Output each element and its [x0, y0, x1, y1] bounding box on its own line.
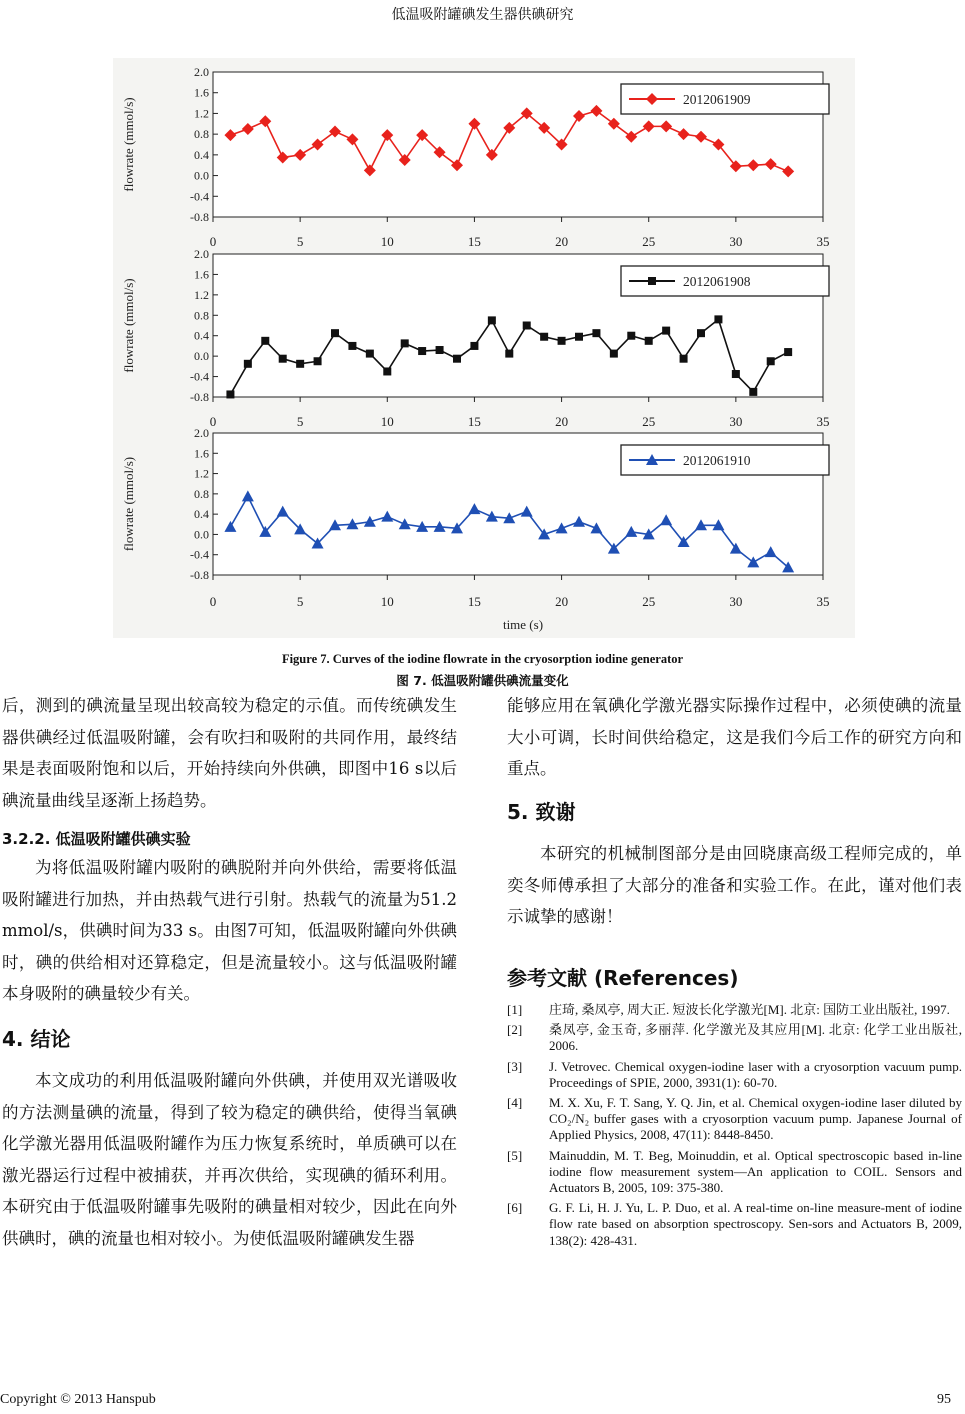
y-tick-label: 0.8 [194, 127, 209, 142]
y-tick-label: -0.4 [190, 369, 209, 384]
y-tick-label: 0.0 [194, 349, 209, 364]
reference-text: Mainuddin, M. T. Beg, Moinuddin, et al. Optical spectroscopic based in-line iodine flow measurement system—An application to COIL. Sensors and Actuators B, 2005, 109: 375-380. [549, 1147, 962, 1196]
data-point [383, 367, 391, 375]
x-tick-label: 15 [467, 234, 481, 249]
x-tick-label: 25 [642, 594, 656, 609]
data-point [680, 355, 688, 363]
paragraph: 本研究的机械制图部分是由回晓康高级工程师完成的，单奕冬师傅承担了大部分的准备和实验工作。在此，谨对他们表示诚挚的感谢！ [507, 844, 962, 926]
data-point [558, 337, 566, 345]
figure-7-charts [113, 58, 855, 638]
y-tick-label: 1.6 [194, 267, 209, 282]
paragraph: 为将低温吸附罐内吸附的碘脱附并向外供给，需要将低温吸附罐进行加热，并由热载气进行引射。热载气的流量为51.2 mmol/s，供碘时间为33 s。由图7可知，低温吸附罐向外供碘时，碘的供给相对还算稳定，但是流量较小。这与低温吸附罐本身吸附的碘量较少有关。 [2, 858, 457, 1003]
x-tick-label: 5 [296, 414, 304, 429]
x-axis-label: time (s) [502, 617, 544, 632]
x-tick-label: 20 [555, 234, 569, 249]
y-tick-label: 1.2 [194, 287, 209, 302]
section-title-acknowledgement: 5. 致谢 [507, 799, 576, 824]
data-point [226, 390, 234, 398]
references-title: 参考文献 (References) [507, 965, 739, 990]
reference-text: 庄琦, 桑凤亭, 周大正. 短波长化学激光[M]. 北京: 国防工业出版社, 1997. [549, 1002, 950, 1017]
data-point [767, 357, 775, 365]
y-tick-label: -0.4 [190, 547, 209, 562]
y-tick-label: 2.0 [194, 247, 209, 261]
y-tick-label: 0.4 [194, 507, 209, 522]
y-tick-label: 1.2 [194, 106, 209, 121]
data-point [436, 346, 444, 354]
data-point [540, 333, 548, 341]
reference-number: [1] [507, 1002, 523, 1017]
reference-number: [6] [507, 1200, 523, 1216]
data-point [348, 342, 356, 350]
right-column [507, 690, 962, 1253]
reference-item [507, 1002, 962, 1018]
y-tick-label: 0.8 [194, 308, 209, 323]
data-point [575, 333, 583, 341]
x-tick-label: 15 [467, 594, 481, 609]
y-axis-label: flowrate (mmol/s) [121, 456, 136, 552]
reference-text: 桑凤亭, 金玉奇, 多丽萍. 化学激光及其应用[M]. 北京: 化学工业出版社, 2006. [549, 1022, 962, 1054]
y-tick-label: -0.8 [190, 568, 209, 582]
y-tick-label: 0.4 [194, 328, 209, 343]
reference-text: G. F. Li, H. J. Yu, L. P. Duo, et al. A real-time on-line measure-ment of iodine flow rate based on absorption spectroscopy. Sen-sors and Actuators B, 2009, 138(2): 428-431. [549, 1200, 962, 1248]
data-point [261, 337, 269, 345]
data-point [732, 370, 740, 378]
x-tick-label: 0 [209, 414, 217, 429]
data-point [244, 360, 252, 368]
copyright: Copyright © 2013 Hanspub [0, 1392, 156, 1407]
x-tick-label: 5 [296, 594, 304, 609]
data-point [749, 388, 757, 396]
data-point [366, 350, 374, 358]
y-axis-label: flowrate (mmol/s) [121, 278, 136, 373]
y-tick-label: 0.4 [194, 147, 209, 162]
figure-caption-en: Figure 7. Curves of the iodine flowrate in the cryosorption iodine generator [281, 652, 684, 666]
x-tick-label: 30 [729, 234, 743, 249]
x-tick-label: 10 [380, 594, 394, 609]
data-point [314, 357, 322, 365]
x-tick-label: 25 [642, 414, 656, 429]
data-point [331, 329, 339, 337]
data-point [418, 347, 426, 355]
data-point [453, 355, 461, 363]
data-point [697, 329, 705, 337]
x-tick-label: 10 [380, 234, 394, 249]
data-point [714, 315, 722, 323]
data-point [470, 342, 478, 350]
data-point [784, 348, 792, 356]
y-tick-label: 2.0 [194, 65, 209, 79]
data-point [523, 322, 531, 330]
y-tick-label: 0.8 [194, 486, 209, 501]
y-tick-label: 0.0 [194, 527, 209, 542]
reference-text: J. Vetrovec. Chemical oxygen-iodine laser with a cryosorption vacuum pump. Proceedings of SPIE, 2000, 3931(1): 60-70. [549, 1058, 962, 1090]
reference-number: [2] [507, 1022, 523, 1038]
y-tick-label: 1.2 [194, 466, 209, 481]
y-tick-label: -0.8 [190, 210, 209, 224]
y-tick-label: 0.0 [194, 168, 209, 183]
y-axis-label: flowrate (mmol/s) [121, 97, 136, 192]
x-tick-label: 0 [209, 234, 217, 249]
reference-item [507, 1200, 962, 1249]
x-tick-label: 35 [816, 234, 830, 249]
data-point [610, 350, 618, 358]
x-tick-label: 30 [729, 414, 743, 429]
y-tick-label: -0.8 [190, 390, 209, 404]
x-tick-label: 20 [555, 594, 569, 609]
x-tick-label: 35 [816, 594, 830, 609]
reference-item [507, 1059, 962, 1091]
x-tick-label: 30 [729, 594, 743, 609]
data-point [627, 332, 635, 340]
data-point [645, 337, 653, 345]
legend-marker [648, 277, 656, 285]
subsection-title: 3.2.2. 低温吸附罐供碘实验 [2, 830, 191, 848]
data-point [662, 327, 670, 335]
x-tick-label: 15 [467, 414, 481, 429]
section-title-conclusion: 4. 结论 [2, 1026, 71, 1051]
data-point [279, 355, 287, 363]
figure-caption-zh: 图 7. 低温吸附罐供碘流量变化 [396, 673, 569, 688]
x-tick-label: 20 [555, 414, 569, 429]
x-tick-label: 10 [380, 414, 394, 429]
legend-label: 2012061910 [683, 453, 751, 468]
paragraph: 能够应用在氧碘化学激光器实际操作过程中，必须使碘的流量大小可调，长时间供给稳定，这是我们今后工作的研究方向和重点。 [507, 696, 962, 778]
x-tick-label: 25 [642, 234, 656, 249]
reference-list [507, 1002, 962, 1249]
legend-label: 2012061908 [683, 274, 751, 289]
running-header: 低温吸附罐碘发生器供碘研究 [391, 7, 574, 23]
reference-item [507, 1095, 962, 1144]
y-tick-label: 1.6 [194, 446, 209, 461]
page-number: 95 [937, 1392, 951, 1407]
data-point [488, 316, 496, 324]
y-tick-label: 2.0 [194, 426, 209, 440]
x-tick-label: 0 [209, 594, 217, 609]
x-tick-label: 5 [296, 234, 304, 249]
data-point [592, 329, 600, 337]
left-column [2, 690, 457, 1254]
reference-number: [3] [507, 1058, 523, 1074]
reference-item [507, 1022, 962, 1054]
data-point [296, 360, 304, 368]
paragraph: 本文成功的利用低温吸附罐向外供碘，并使用双光谱吸收的方法测量碘的流量，得到了较为稳定的碘供给，使得当氧碘化学激光器用低温吸附罐作为压力恢复系统时，单质碘可以在激光器运行过程中被捕获，并再次供给，实现碘的循环利用。本研究由于低温吸附罐事先吸附的碘量相对较少，因此在向外供碘时，碘的流量也相对较小。为使低温吸附罐碘发生器 [2, 1071, 457, 1248]
y-tick-label: -0.4 [190, 189, 209, 204]
legend-label: 2012061909 [683, 92, 751, 107]
data-point [505, 350, 513, 358]
reference-number: [4] [507, 1095, 523, 1111]
reference-number: [5] [507, 1147, 523, 1163]
x-tick-label: 35 [816, 414, 830, 429]
paragraph: 后，测到的碘流量呈现出较高较为稳定的示值。而传统碘发生器供碘经过低温吸附罐，会有吹扫和吸附的共同作用，最终结果是表面吸附饱和以后，开始持续向外供碘，即图中16 s以后碘流量曲线呈逐渐上扬趋势。 [2, 696, 457, 810]
y-tick-label: 1.6 [194, 85, 209, 100]
reference-item [507, 1148, 962, 1197]
reference-text: M. X. Xu, F. T. Sang, Y. Q. Jin, et al. Chemical oxygen-iodine laser diluted by CO₂/N₂ buffer gases with a cryosorption vacuum pump. Japanese Journal of Applied Physics, 2008, 47(11): 8448-8450. [549, 1095, 962, 1143]
data-point [401, 339, 409, 347]
